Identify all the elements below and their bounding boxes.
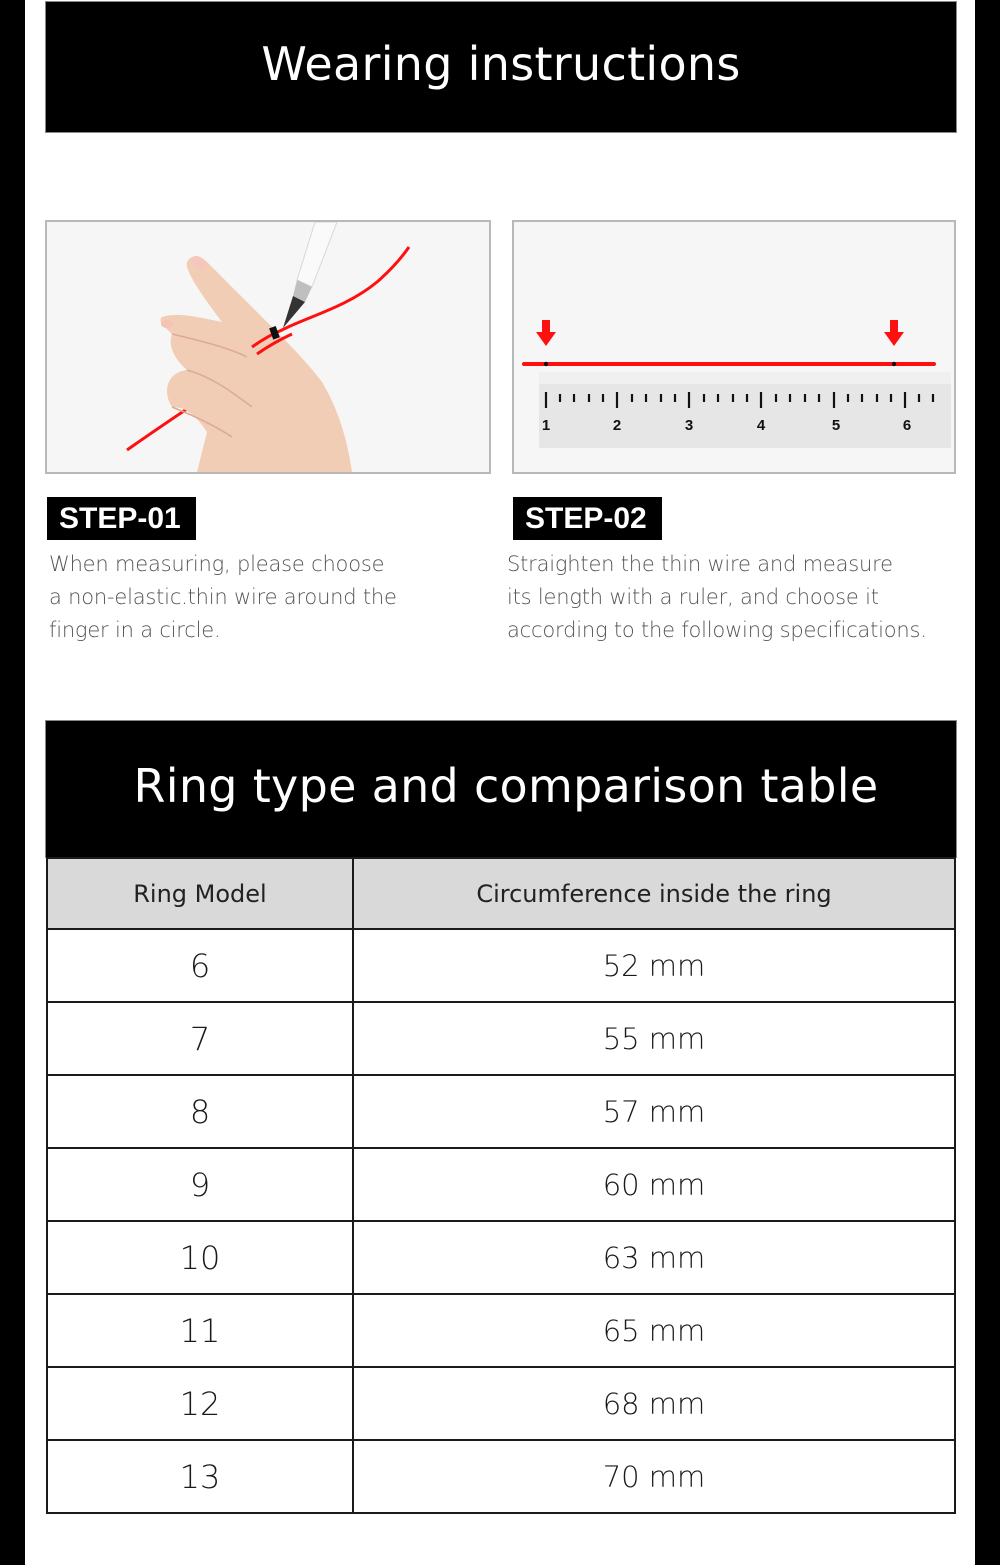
ring-model-cell: 7	[47, 1002, 353, 1075]
ruler-illustration	[514, 222, 954, 472]
ruler-label: 4	[756, 417, 766, 434]
step-02-line: Straighten the thin wire and measure	[507, 552, 893, 576]
table-row	[47, 1367, 955, 1440]
table-row	[47, 929, 955, 1002]
table-row	[47, 1148, 955, 1221]
ring-model-cell: 8	[47, 1075, 353, 1148]
circumference-cell: 52 mm	[353, 929, 955, 1002]
circumference-cell: 65 mm	[353, 1294, 955, 1367]
step-02-description	[507, 548, 967, 647]
circumference-cell: 60 mm	[353, 1148, 955, 1221]
column-header-circumference: Circumference inside the ring	[353, 858, 955, 929]
ruler-label: 3	[684, 417, 694, 434]
arrow-down-icon	[536, 320, 556, 346]
circumference-cell: 63 mm	[353, 1221, 955, 1294]
table-title: Ring type and comparison table	[133, 759, 879, 813]
column-header-ring-model: Ring Model	[47, 858, 353, 929]
ring-model-cell: 12	[47, 1367, 353, 1440]
table-header-row	[47, 858, 955, 929]
table-row	[47, 1002, 955, 1075]
comparison-table-banner	[46, 721, 956, 857]
ring-model-cell: 6	[47, 929, 353, 1002]
table-row	[47, 1440, 955, 1513]
step-02-badge: STEP-02	[513, 497, 662, 540]
circumference-cell: 57 mm	[353, 1075, 955, 1148]
hand-wire-illustration	[47, 222, 489, 472]
step-01-line: finger in a circle.	[49, 618, 221, 642]
table-row	[47, 1221, 955, 1294]
page	[25, 0, 975, 1565]
step-01-line: When measuring, please choose	[49, 552, 385, 576]
step-01-description	[49, 548, 449, 647]
step-2-image	[512, 220, 956, 474]
ruler-label: 2	[612, 417, 622, 434]
page-title: Wearing instructions	[261, 37, 741, 91]
ruler-label: 5	[831, 417, 841, 434]
step-1-image	[45, 220, 491, 474]
ruler-label: 1	[541, 417, 551, 434]
ring-model-cell: 10	[47, 1221, 353, 1294]
step-01-line: a non-elastic.thin wire around the	[49, 585, 397, 609]
table-row	[47, 1075, 955, 1148]
ruler-label: 6	[902, 417, 912, 434]
table-row	[47, 1294, 955, 1367]
ring-size-table	[46, 857, 956, 1514]
step-01-badge: STEP-01	[47, 497, 196, 540]
ring-model-cell: 13	[47, 1440, 353, 1513]
step-02-line: according to the following specifications.	[507, 618, 927, 642]
circumference-cell: 68 mm	[353, 1367, 955, 1440]
circumference-cell: 70 mm	[353, 1440, 955, 1513]
circumference-cell: 55 mm	[353, 1002, 955, 1075]
step-02-line: its length with a ruler, and choose it	[507, 585, 879, 609]
ring-model-cell: 11	[47, 1294, 353, 1367]
arrow-down-icon	[884, 320, 904, 346]
wearing-instructions-banner	[46, 2, 956, 132]
ring-model-cell: 9	[47, 1148, 353, 1221]
